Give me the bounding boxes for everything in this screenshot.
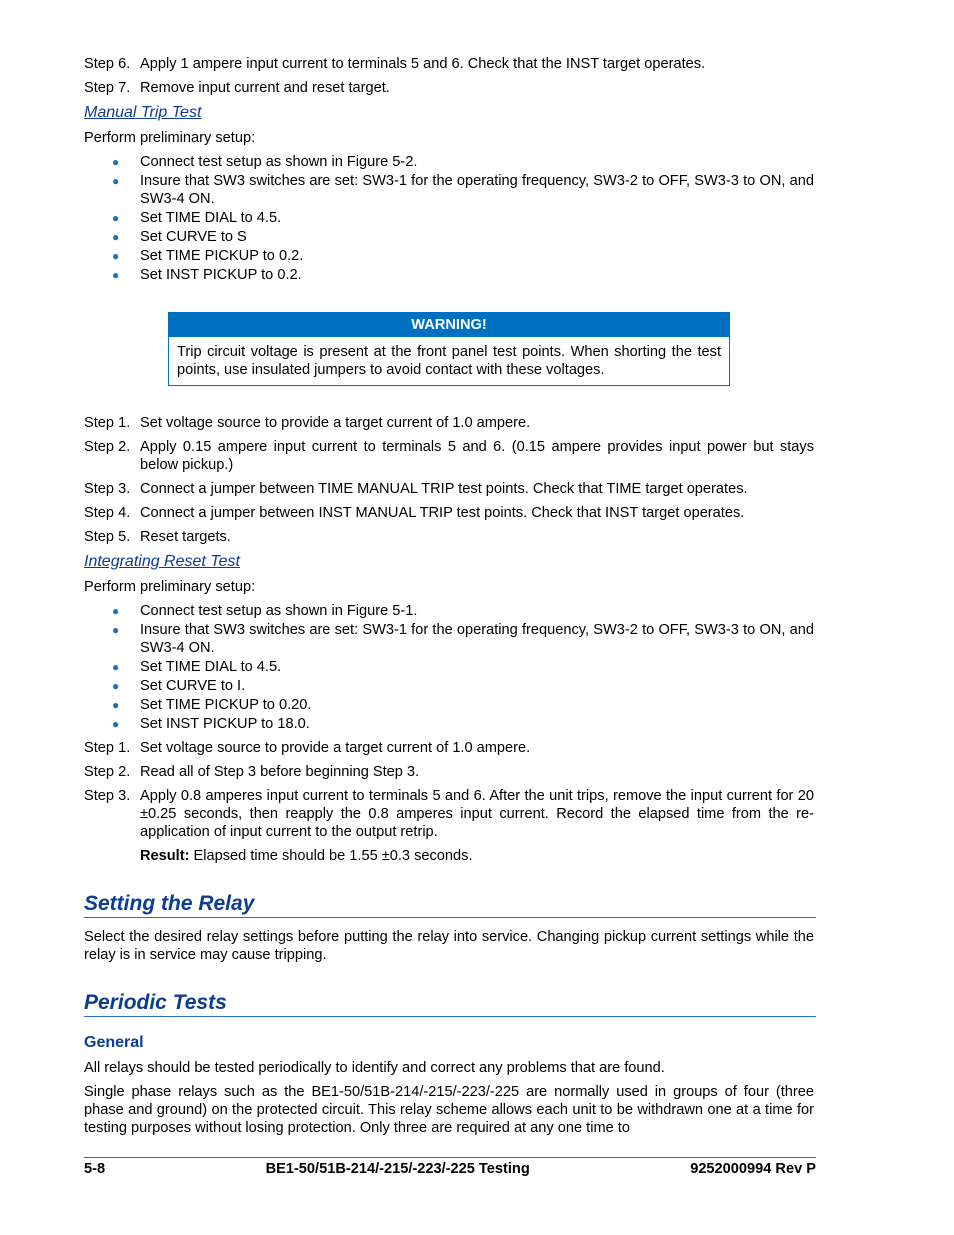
warning-box xyxy=(168,312,730,386)
step-label: Step 4. xyxy=(84,505,131,521)
general-paragraph-2: Single phase relays such as the BE1-50/51B-214/-215/-223/-225 are normally used in groups of four (three phase and ground) on the protected circuit. This relay scheme allows each unit to be withdrawn one at a time for testing purposes without losing protection. Only three are required at any one time to xyxy=(84,1084,814,1136)
integrating-step-1 xyxy=(84,739,814,757)
step-label: Step 5. xyxy=(84,529,131,545)
bullet-icon: ● xyxy=(112,230,120,244)
step-text: Connect a jumper between INST MANUAL TRIP test points. Check that INST target operates. xyxy=(140,505,745,521)
manual-step-4 xyxy=(84,504,814,522)
result-label: Result: xyxy=(140,848,190,864)
manual-step-5 xyxy=(84,528,814,546)
warning-title: WARNING! xyxy=(169,313,729,337)
bullet-icon: ● xyxy=(112,623,120,637)
list-item: ● Set CURVE to I. xyxy=(84,677,814,695)
document-title: BE1-50/51B-214/-215/-223/-225 Testing xyxy=(265,1161,530,1177)
list-item: ● Insure that SW3 switches are set: SW3-1 for the operating frequency, SW3-2 to OFF, SW3-3 to ON, and SW3-4 ON. xyxy=(84,172,814,208)
bullet-icon: ● xyxy=(112,211,120,225)
bullet-icon: ● xyxy=(112,174,120,188)
manual-step-3 xyxy=(84,480,814,498)
manual-trip-setup-list xyxy=(84,153,814,284)
step-label: Step 6. xyxy=(84,56,131,72)
step-text: Apply 0.15 ampere input current to terminals 5 and 6. (0.15 ampere provides input power but stays below pickup.) xyxy=(140,439,814,473)
step-text: Connect a jumper between TIME MANUAL TRIP test points. Check that TIME target operates. xyxy=(140,481,748,497)
step-text: Apply 0.8 amperes input current to terminals 5 and 6. After the unit trips, remove the input current for 20 ±0.25 seconds, then reapply the 0.8 amperes input current. Record the elapsed time from the re-application of input current to the output retrip. xyxy=(140,788,814,840)
bullet-icon: ● xyxy=(112,679,120,693)
integrating-step-3 xyxy=(84,787,814,841)
manual-trip-intro: Perform preliminary setup: xyxy=(84,130,256,146)
step-text: Set voltage source to provide a target current of 1.0 ampere. xyxy=(140,740,531,756)
step-label: Step 7. xyxy=(84,80,131,96)
step-label: Step 2. xyxy=(84,764,131,780)
bullet-icon: ● xyxy=(112,268,120,282)
bullet-icon: ● xyxy=(112,604,120,618)
step-text: Reset targets. xyxy=(140,529,231,545)
step-label: Step 1. xyxy=(84,740,131,756)
bullet-icon: ● xyxy=(112,698,120,712)
bullet-icon: ● xyxy=(112,660,120,674)
step-label: Step 2. xyxy=(84,439,131,455)
page-footer xyxy=(84,1157,816,1178)
integrating-setup-list xyxy=(84,602,814,733)
page-number: 5-8 xyxy=(84,1161,106,1177)
step-label: Step 3. xyxy=(84,788,131,804)
general-paragraph-1: All relays should be tested periodically to identify and correct any problems that are found. xyxy=(84,1060,665,1076)
integrating-step-2 xyxy=(84,763,814,781)
integrating-intro: Perform preliminary setup: xyxy=(84,579,256,595)
warning-text: Trip circuit voltage is present at the front panel test points. When shorting the test points, use insulated jumpers to avoid contact with these voltages. xyxy=(177,344,721,378)
general-heading: General xyxy=(84,1034,144,1051)
step-label: Step 3. xyxy=(84,481,131,497)
setting-relay-heading: Setting the Relay xyxy=(84,891,816,918)
step-text: Read all of Step 3 before beginning Step 3. xyxy=(140,764,420,780)
list-item: ● Connect test setup as shown in Figure 5-1. xyxy=(84,602,814,620)
list-item: ● Set TIME DIAL to 4.5. xyxy=(84,658,814,676)
step-text: Apply 1 ampere input current to terminals 5 and 6. Check that the INST target operates. xyxy=(140,56,706,72)
manual-step-1 xyxy=(84,414,814,432)
list-item: ● Set CURVE to S xyxy=(84,228,814,246)
list-item: ● Insure that SW3 switches are set: SW3-1 for the operating frequency, SW3-2 to OFF, SW3-3 to ON, and SW3-4 ON. xyxy=(84,621,814,657)
list-item: ● Set TIME PICKUP to 0.20. xyxy=(84,696,814,714)
step-7 xyxy=(84,79,814,97)
bullet-icon: ● xyxy=(112,249,120,263)
list-item: ● Set TIME PICKUP to 0.2. xyxy=(84,247,814,265)
result-text: Elapsed time should be 1.55 ±0.3 seconds. xyxy=(189,848,473,864)
document-revision: 9252000994 Rev P xyxy=(690,1161,816,1177)
step-6 xyxy=(84,55,814,73)
manual-trip-title: Manual Trip Test xyxy=(84,104,202,121)
manual-step-2 xyxy=(84,438,814,474)
step-label: Step 1. xyxy=(84,415,131,431)
result-line xyxy=(140,847,814,865)
page-content xyxy=(84,55,814,1143)
integrating-reset-title: Integrating Reset Test xyxy=(84,553,240,570)
step-text: Remove input current and reset target. xyxy=(140,80,390,96)
list-item: ● Set INST PICKUP to 0.2. xyxy=(84,266,814,284)
list-item: ● Connect test setup as shown in Figure 5-2. xyxy=(84,153,814,171)
list-item: ● Set INST PICKUP to 18.0. xyxy=(84,715,814,733)
list-item: ● Set TIME DIAL to 4.5. xyxy=(84,209,814,227)
periodic-tests-heading: Periodic Tests xyxy=(84,990,816,1017)
step-text: Set voltage source to provide a target current of 1.0 ampere. xyxy=(140,415,531,431)
bullet-icon: ● xyxy=(112,717,120,731)
setting-relay-text: Select the desired relay settings before putting the relay into service. Changing pickup current settings while the relay is in service may cause tripping. xyxy=(84,929,814,963)
bullet-icon: ● xyxy=(112,155,120,169)
